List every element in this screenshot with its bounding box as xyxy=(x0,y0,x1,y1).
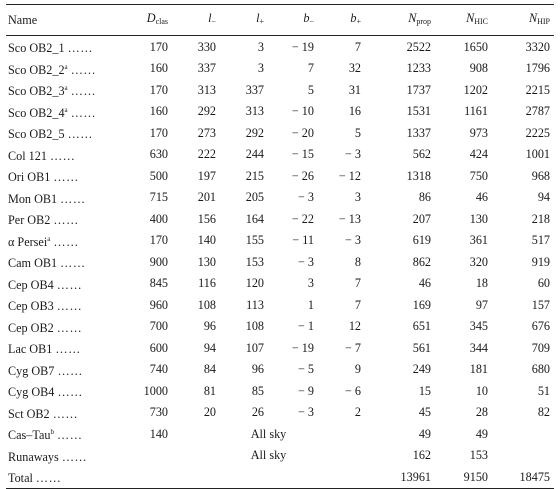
n-hip-cell: 2787 xyxy=(525,104,550,118)
header-l-min: $l_-$ xyxy=(208,11,216,26)
l-max-cell: 96 xyxy=(251,362,264,376)
table-body xyxy=(6,36,554,488)
n-hic-cell: 9150 xyxy=(463,469,488,484)
l-max-cell: 313 xyxy=(245,104,264,118)
n-hip-cell: 18475 xyxy=(519,469,550,484)
header-b-min: $b_-$ xyxy=(303,11,314,26)
leader-dots: …… xyxy=(60,256,86,270)
b-min-cell: 5 xyxy=(307,82,314,97)
l-min-cell: 94 xyxy=(203,340,216,355)
distance-cell: 600 xyxy=(149,340,168,355)
association-name: Total xyxy=(8,471,33,485)
table-row xyxy=(6,230,554,252)
n-prop-cell: 169 xyxy=(412,297,431,312)
l-min-cell: 130 xyxy=(197,254,216,269)
l-max-cell: 164 xyxy=(245,211,264,226)
row-name xyxy=(6,294,120,316)
n-hip-cell xyxy=(492,423,554,445)
distance-cell: 170 xyxy=(149,39,168,54)
association-name: Sco OB2_4 xyxy=(8,105,65,120)
association-name: Cyg OB4 xyxy=(8,385,55,399)
n-hip-cell: 157 xyxy=(531,297,550,312)
n-hip-cell: 2225 xyxy=(525,125,550,140)
l-min-cell: 116 xyxy=(198,276,216,290)
b-min-cell: − 5 xyxy=(297,362,314,376)
header-distance: $D_{clas}$ xyxy=(146,11,168,26)
n-hic-cell: 18 xyxy=(475,276,488,290)
table-row xyxy=(6,423,554,445)
b-max-cell: 7 xyxy=(354,276,361,290)
b-max-cell: 9 xyxy=(354,362,361,376)
row-name xyxy=(6,101,120,123)
row-name xyxy=(6,165,120,187)
l-max-cell: 113 xyxy=(246,297,264,312)
association-name: Runaways xyxy=(8,449,59,464)
l-max-cell: 3 xyxy=(257,61,264,75)
association-name: Sco OB2_1 xyxy=(8,41,65,55)
leader-dots: …… xyxy=(57,428,83,442)
l-max-cell: 205 xyxy=(245,190,264,204)
n-hip-cell: 680 xyxy=(531,362,550,376)
footnote-marker: a xyxy=(64,105,68,114)
distance-cell: 715 xyxy=(149,190,168,204)
footnote-marker: a xyxy=(47,234,51,243)
table-row xyxy=(6,402,554,424)
n-hip-cell: 3320 xyxy=(525,39,550,54)
header-n-hic: $N_{HIC}$ xyxy=(466,11,488,26)
distance-cell: 730 xyxy=(149,405,168,419)
n-prop-cell: 862 xyxy=(412,254,431,269)
b-max-cell: 16 xyxy=(348,104,361,118)
table-row xyxy=(6,294,554,316)
b-min-cell: − 20 xyxy=(291,125,314,140)
distance-cell: 160 xyxy=(149,61,168,75)
row-name xyxy=(6,79,120,101)
leader-dots: …… xyxy=(70,62,97,77)
l-max-cell: 292 xyxy=(245,125,264,140)
b-min-cell: − 10 xyxy=(291,104,314,118)
sky-coverage-cell: All sky xyxy=(250,448,287,462)
b-max-cell: 7 xyxy=(354,297,361,312)
header-row xyxy=(6,5,554,35)
distance-cell: 900 xyxy=(149,254,168,269)
n-hic-cell: 1650 xyxy=(463,39,488,54)
l-min-cell: 96 xyxy=(203,319,216,333)
header-l-max: $l_+$ xyxy=(256,11,264,26)
n-hip-cell xyxy=(492,445,554,467)
b-min-cell: − 11 xyxy=(292,233,314,247)
distance-cell: 630 xyxy=(149,147,168,161)
l-max-cell: 337 xyxy=(245,82,264,97)
association-name: Cyg OB7 xyxy=(8,363,55,378)
distance-cell: 1000 xyxy=(143,383,168,398)
n-hic-cell: 1161 xyxy=(464,104,488,118)
n-hip-cell: 676 xyxy=(531,319,550,333)
table-row xyxy=(6,36,554,58)
n-prop-cell: 13961 xyxy=(400,469,431,484)
association-name: Per OB2 xyxy=(8,213,51,227)
row-name xyxy=(6,36,120,58)
n-prop-cell: 249 xyxy=(412,362,431,376)
row-name xyxy=(6,144,120,166)
n-hic-cell: 10 xyxy=(475,383,488,398)
association-name: Cep OB4 xyxy=(8,277,54,292)
row-name xyxy=(6,359,120,381)
n-prop-cell: 651 xyxy=(412,319,431,333)
table-row xyxy=(6,187,554,209)
n-prop-cell: 1531 xyxy=(406,104,431,118)
footnote-marker: a xyxy=(64,62,68,71)
n-prop-cell: 1737 xyxy=(406,82,431,97)
n-prop-cell: 45 xyxy=(418,405,431,419)
table-row xyxy=(6,273,554,295)
b-max-cell: − 13 xyxy=(338,211,361,226)
l-min-cell: 140 xyxy=(197,233,216,247)
n-prop-cell: 619 xyxy=(412,233,431,247)
l-min-cell: 20 xyxy=(203,405,216,419)
association-name: Sco OB2_5 xyxy=(8,127,65,141)
leader-dots: …… xyxy=(57,385,83,399)
header-n-prop: $N_{prop}$ xyxy=(408,11,431,26)
row-name xyxy=(6,208,120,230)
b-max-cell: − 3 xyxy=(344,233,361,247)
sky-coverage-cell: All sky xyxy=(250,426,287,441)
n-hic-cell: 181 xyxy=(469,362,488,376)
distance-cell xyxy=(120,466,172,488)
table-row xyxy=(6,122,554,144)
n-hip-cell: 1001 xyxy=(525,147,550,161)
distance-cell: 400 xyxy=(149,211,168,226)
n-prop-cell: 162 xyxy=(412,448,431,462)
distance-cell: 845 xyxy=(149,276,168,290)
l-max-cell: 155 xyxy=(245,233,264,247)
row-name xyxy=(6,316,120,338)
b-max-cell: 7 xyxy=(354,39,361,54)
b-min-cell: − 26 xyxy=(291,168,314,183)
b-min-cell: − 19 xyxy=(291,340,314,355)
table-row xyxy=(6,144,554,166)
leader-dots: …… xyxy=(49,148,76,163)
b-min-cell: − 3 xyxy=(297,190,314,204)
n-prop-cell: 1337 xyxy=(406,125,431,140)
n-hip-cell: 2215 xyxy=(525,82,550,97)
l-max-cell: 85 xyxy=(251,383,264,398)
distance-cell xyxy=(120,445,172,467)
n-hip-cell: 51 xyxy=(537,383,550,398)
association-name: Sco OB2_3 xyxy=(8,84,65,98)
l-min-cell: 292 xyxy=(197,104,216,118)
leader-dots: …… xyxy=(52,406,79,421)
b-min-cell: − 1 xyxy=(297,319,314,333)
header-n-hip: $N_{HIP}$ xyxy=(528,11,550,26)
row-name xyxy=(6,58,120,80)
l-min-cell: 81 xyxy=(203,383,216,398)
n-hip-cell: 517 xyxy=(531,233,550,247)
b-min-cell: 7 xyxy=(307,61,314,75)
table-row xyxy=(6,79,554,101)
b-max-cell: 32 xyxy=(348,61,361,75)
association-name: Ori OB1 xyxy=(8,170,51,184)
n-prop-cell: 46 xyxy=(418,276,431,290)
n-hic-cell: 361 xyxy=(469,233,488,247)
l-min-cell: 330 xyxy=(197,39,216,54)
n-hic-cell: 344 xyxy=(469,340,488,355)
l-min-cell: 201 xyxy=(197,190,216,204)
n-prop-cell: 2522 xyxy=(406,39,431,54)
association-name: Cas–Tau xyxy=(8,428,51,442)
table-row xyxy=(6,58,554,80)
row-name xyxy=(6,402,120,424)
l-min-cell: 197 xyxy=(197,168,216,183)
l-max-cell: 107 xyxy=(245,340,264,355)
leader-dots: …… xyxy=(56,277,83,292)
b-max-cell: 5 xyxy=(354,125,361,140)
leader-dots: …… xyxy=(60,191,86,206)
n-hip-cell: 919 xyxy=(531,254,550,269)
sky-coverage-cell xyxy=(172,466,365,488)
b-max-cell: 2 xyxy=(354,405,361,419)
header-name: Name xyxy=(8,13,38,27)
association-table xyxy=(6,5,554,488)
leader-dots: …… xyxy=(56,299,83,313)
b-min-cell: − 15 xyxy=(291,147,314,161)
leader-dots: …… xyxy=(67,41,93,55)
association-table-page xyxy=(6,4,554,489)
l-max-cell: 3 xyxy=(257,39,264,54)
b-min-cell: 3 xyxy=(307,276,314,290)
l-min-cell: 222 xyxy=(197,147,216,161)
association-name: Cam OB1 xyxy=(8,256,58,270)
n-hic-cell: 46 xyxy=(475,190,488,204)
association-name: α Persei xyxy=(8,234,48,249)
association-name: Lac OB1 xyxy=(8,342,53,356)
l-min-cell: 337 xyxy=(197,61,216,75)
n-hic-cell: 1202 xyxy=(463,82,488,97)
row-name xyxy=(6,445,120,467)
distance-cell: 140 xyxy=(149,426,168,441)
l-max-cell: 153 xyxy=(245,254,264,269)
association-name: Cep OB3 xyxy=(8,299,54,313)
association-name: Sct OB2 xyxy=(8,406,50,421)
n-prop-cell: 562 xyxy=(412,147,431,161)
l-max-cell: 26 xyxy=(251,405,264,419)
n-hip-cell: 709 xyxy=(531,340,550,355)
l-max-cell: 215 xyxy=(245,168,264,183)
n-hic-cell: 153 xyxy=(469,448,488,462)
l-min-cell: 108 xyxy=(197,297,216,312)
distance-cell: 500 xyxy=(149,168,168,183)
table-row xyxy=(6,101,554,123)
n-hip-cell: 60 xyxy=(537,276,550,290)
leader-dots: …… xyxy=(67,127,93,141)
leader-dots: …… xyxy=(61,449,88,464)
n-hic-cell: 908 xyxy=(469,61,488,75)
l-max-cell: 108 xyxy=(245,319,264,333)
association-name: Col 121 xyxy=(8,148,47,163)
bottom-rule xyxy=(6,488,554,489)
b-min-cell: − 9 xyxy=(297,383,314,398)
leader-dots: …… xyxy=(56,320,83,335)
n-hip-cell: 82 xyxy=(537,405,550,419)
row-name xyxy=(6,251,120,273)
table-row xyxy=(6,208,554,230)
b-max-cell: − 7 xyxy=(344,340,361,355)
association-name: Sco OB2_2 xyxy=(8,62,65,77)
distance-cell: 170 xyxy=(149,233,168,247)
leader-dots: …… xyxy=(53,234,79,249)
b-max-cell: − 6 xyxy=(344,383,361,398)
n-hic-cell: 49 xyxy=(475,426,488,441)
leader-dots: …… xyxy=(35,471,62,485)
distance-cell: 170 xyxy=(149,82,168,97)
b-min-cell: − 22 xyxy=(291,211,314,226)
table-row xyxy=(6,337,554,359)
n-prop-cell: 561 xyxy=(412,340,431,355)
row-name xyxy=(6,466,120,488)
table-row xyxy=(6,316,554,338)
table-row xyxy=(6,251,554,273)
row-name xyxy=(6,273,120,295)
b-min-cell: − 3 xyxy=(297,254,314,269)
b-min-cell: − 19 xyxy=(291,39,314,54)
header-b-max: $b_+$ xyxy=(350,11,361,26)
l-min-cell: 273 xyxy=(197,125,216,140)
n-hip-cell: 1796 xyxy=(525,61,550,75)
n-prop-cell: 15 xyxy=(418,383,431,398)
table-row xyxy=(6,359,554,381)
leader-dots: …… xyxy=(55,342,81,356)
distance-cell: 170 xyxy=(149,125,168,140)
leader-dots: …… xyxy=(53,170,79,184)
row-name xyxy=(6,337,120,359)
row-name xyxy=(6,230,120,252)
n-prop-cell: 1318 xyxy=(406,168,431,183)
distance-cell: 740 xyxy=(149,362,168,376)
n-hic-cell: 97 xyxy=(475,297,488,312)
row-name xyxy=(6,122,120,144)
n-hic-cell: 345 xyxy=(469,319,488,333)
table-row xyxy=(6,466,554,488)
footnote-marker: a xyxy=(64,84,68,92)
n-hic-cell: 424 xyxy=(469,147,488,161)
table-row xyxy=(6,445,554,467)
l-min-cell: 84 xyxy=(203,362,216,376)
n-hic-cell: 750 xyxy=(469,168,488,183)
leader-dots: …… xyxy=(53,213,79,227)
row-name xyxy=(6,187,120,209)
n-hic-cell: 28 xyxy=(475,405,488,419)
n-prop-cell: 49 xyxy=(418,426,431,441)
b-max-cell: 12 xyxy=(348,319,361,333)
n-hip-cell: 968 xyxy=(531,168,550,183)
b-max-cell: 3 xyxy=(354,190,361,204)
footnote-marker: b xyxy=(50,428,54,436)
n-hip-cell: 94 xyxy=(537,190,550,204)
l-min-cell: 313 xyxy=(197,82,216,97)
distance-cell: 700 xyxy=(149,319,168,333)
l-max-cell: 120 xyxy=(245,276,264,290)
n-prop-cell: 1233 xyxy=(406,61,431,75)
leader-dots: …… xyxy=(70,84,97,98)
n-prop-cell: 207 xyxy=(412,211,431,226)
b-min-cell: − 3 xyxy=(297,405,314,419)
n-prop-cell: 86 xyxy=(418,190,431,204)
association-name: Mon OB1 xyxy=(8,191,58,206)
row-name xyxy=(6,380,120,402)
l-max-cell: 244 xyxy=(245,147,264,161)
b-min-cell: 1 xyxy=(307,297,314,312)
b-max-cell: 8 xyxy=(354,254,361,269)
association-name: Cep OB2 xyxy=(8,320,54,335)
leader-dots: …… xyxy=(70,105,97,120)
n-hic-cell: 130 xyxy=(469,211,488,226)
l-min-cell: 156 xyxy=(197,211,216,226)
b-max-cell: 31 xyxy=(348,82,361,97)
n-hip-cell: 218 xyxy=(531,211,550,226)
distance-cell: 160 xyxy=(149,104,168,118)
distance-cell: 960 xyxy=(149,297,168,312)
row-name xyxy=(6,423,120,445)
n-hic-cell: 320 xyxy=(469,254,488,269)
leader-dots: …… xyxy=(57,363,83,378)
table-row xyxy=(6,380,554,402)
b-max-cell: − 12 xyxy=(338,168,361,183)
n-hic-cell: 973 xyxy=(469,125,488,140)
table-row xyxy=(6,165,554,187)
b-max-cell: − 3 xyxy=(344,147,361,161)
